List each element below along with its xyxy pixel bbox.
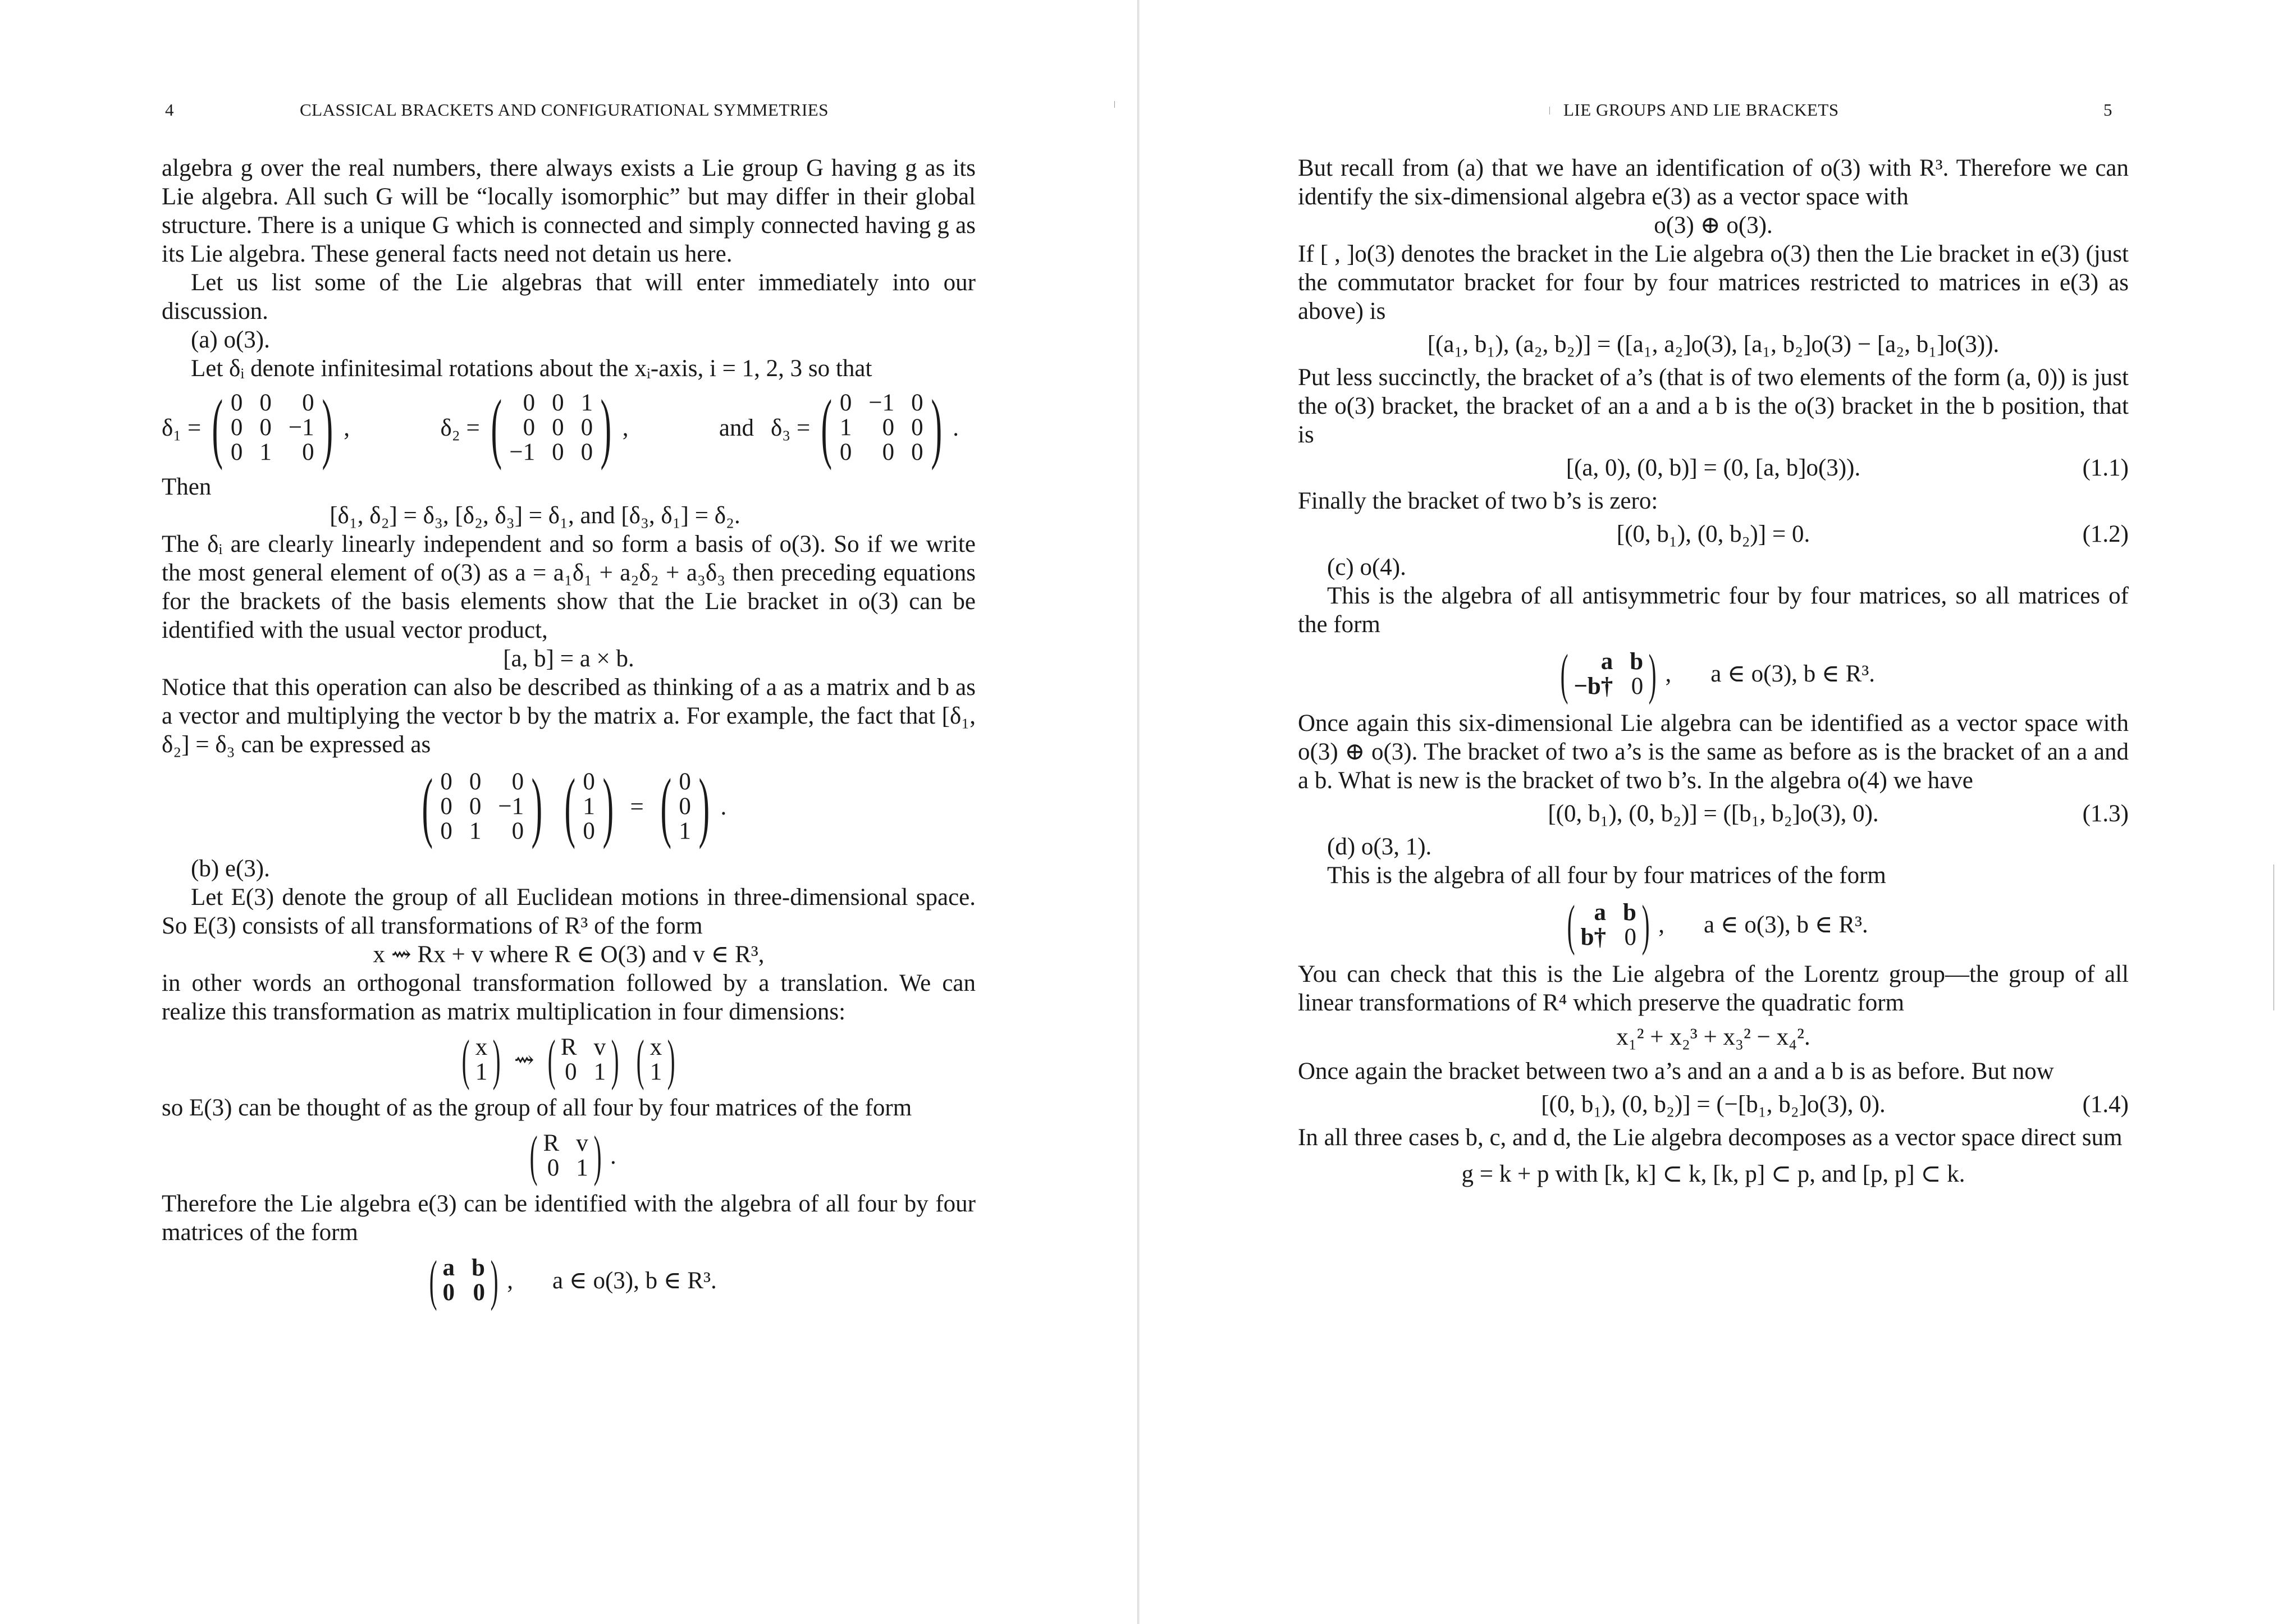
decomposition-equation: g = k + p with [k, k] ⊂ k, [k, p] ⊂ p, and [p, p] ⊂ k. [1461,1161,1965,1187]
equation-1-2-number: (1.2) [2082,521,2129,547]
left-para-7: in other words an orthogonal transformation followed by a translation. We can realize this transformation as matrix multiplication in four dimensions: [162,970,976,1025]
delta1-group: δ₁ = ( 0 0 0 0 0 −1 0 1 0 ) , [162,384,350,471]
right-para-5: This is the algebra of all antisymmetric four by four matrices, so all matrices of the form [1298,583,2129,638]
equation-1-4-number: (1.4) [2082,1091,2129,1118]
e3-bracket-equation: [(a₁, b₁), (a₂, b₂)] = ([a₁, a₂]o(3), [a₁, b₂]o(3) − [a₂, b₁]o(3)). [1427,331,2000,358]
left-para-4: The δᵢ are clearly linearly independent and so form a basis of o(3). So if we write the most general element of o(3) as a = a₁δ₁ + a₂δ₂ + a₃δ₃ then preceding equations for the brackets of the basis elements show that the Lie bracket in o(3) can be identified with the usual vector product, [162,531,976,643]
scan-mark [1549,107,1550,115]
equation-1-4: [(0, b₁), (0, b₂)] = (−[b₁, b₂]o(3), 0). [1541,1091,1886,1118]
delta3-label: δ₃ = [770,414,811,441]
example-matrix: ( 0 0 0 0 0 −1 0 1 0 ) [422,763,543,850]
right-para-10: In all three cases b, c, and d, the Lie algebra decomposes as a vector space direct sum [1298,1124,2123,1151]
equation-1-1-number: (1.1) [2082,455,2129,481]
equation-1-3: [(0, b₁), (0, b₂)] = ([b₁, b₂]o(3), 0). [1548,800,1879,827]
matrix-R-v: ( R v 0 1 ) [547,1028,619,1091]
right-para-8: You can check that this is the Lie algebra of the Lorentz group—the group of all linear transformations of R⁴ which preserve the quadratic form [1298,961,2129,1016]
matrix-c: ( a b −b† 0 ) [1560,642,1657,705]
arrow-symbol: ⇝ [514,1046,534,1073]
e3-algebra-form: ( a b 0 0 ) , a ∈ o(3), b ∈ R³. [162,1247,976,1314]
delta1-label: δ₁ = [162,414,202,441]
right-page-number: 5 [2103,100,2112,120]
right-para-9: Once again the bracket between two a’s and an a and a b is as before. But now [1298,1058,2054,1085]
delta2-label: δ₂ = [440,414,480,441]
section-d-heading: (d) o(3, 1). [1327,834,1432,860]
vector-x-1-b: ( x 1 ) [637,1028,675,1091]
vector-x-1: ( x 1 ) [462,1028,501,1091]
o31-condition: a ∈ o(3), b ∈ R³. [1704,912,1868,938]
right-para-3: Put less succinctly, the bracket of a’s (that is of two elements of the form (a, 0)) is just the o(3) bracket, the bracket of an a and a b is the o(3) bracket in the b position, that is [1298,364,2129,448]
left-page [0,0,1137,1624]
left-running-head: CLASSICAL BRACKETS AND CONFIGURATIONAL SYMMETRIES [300,100,829,120]
equation-1-4-row [1298,1090,2129,1119]
delta3-matrix: ( 0 −1 0 1 0 0 0 0 0 ) [821,384,942,471]
section-b-heading: (b) e(3). [191,856,270,882]
cross-product-equation: [a, b] = a × b. [503,646,634,672]
left-para-6: Let E(3) denote the group of all Euclidean motions in three-dimensional space. So E(3) consists of all transformations of R³ of the form [162,884,976,939]
and-word: and [719,414,754,441]
equation-1-1-row [1298,454,2129,482]
right-running-head: LIE GROUPS AND LIE BRACKETS [1563,100,1839,120]
quadratic-form: x₁² + x₂³ + x₃² − x₄². [1616,1024,1810,1050]
matrix-a-b-0-0: ( a b 0 0 ) [429,1249,498,1311]
section-a-heading: (a) o(3). [191,327,270,353]
o4-condition: a ∈ o(3), b ∈ R³. [1710,661,1875,687]
example-vector-1: ( 0 1 0 ) [564,763,614,850]
left-para-5: Notice that this operation can also be described as thinking of a as a matrix and b as a vector and multiplying the vector b by the matrix a. For example, the fact that [δ₁, δ₂] = δ₃ can be expressed as [162,674,976,758]
right-para-6: Once again this six-dimensional Lie algebra can be identified as a vector space with o(3) ⊕ o(3). The bracket of two a’s is the same as before as is the bracket of an a and a b. What is new is the bracket of two b’s. In the algebra o(4) we have [1298,710,2129,794]
direct-sum-equation: o(3) ⊕ o(3). [1654,212,1773,239]
delta2-group: δ₂ = ( 0 0 1 0 0 0 −1 0 0 ) , [440,384,629,471]
section-c-heading: (c) o(4). [1327,554,1406,580]
o31-matrix-form: ( a b b† 0 ) , a ∈ o(3), b ∈ R³. [1298,890,2129,960]
delta-matrices-row [162,383,959,473]
example-matrix-product: ( 0 0 0 0 0 −1 0 1 0 ) ( 0 1 0 ) = ( 0 0 1 ) . [162,759,976,854]
then-word: Then [162,474,212,500]
transform-matrix-equation [162,1026,976,1094]
left-para-3: Let δᵢ denote infinitesimal rotations about the xᵢ-axis, i = 1, 2, 3 so that [191,355,872,382]
delta2-matrix: ( 0 0 1 0 0 0 −1 0 0 ) [491,384,612,471]
right-text-body [1298,154,2129,1188]
left-para-2: Let us list some of the Lie algebras that will enter immediately into our discussion. [162,269,976,324]
equation-1-3-row [1298,799,2129,828]
bracket-equations: [δ₁, δ₂] = δ₃, [δ₂, δ₃] = δ₁, and [δ₃, δ₁] = δ₂. [330,502,740,529]
matrix-d: ( a b b† 0 ) [1567,893,1650,956]
motion-equation: x ⇝ Rx + v where R ∈ O(3) and v ∈ R³, [373,941,765,968]
left-page-number: 4 [165,100,174,120]
example-vector-2: ( 0 0 1 ) [660,763,710,850]
scan-mark [1114,101,1115,108]
left-para-9: Therefore the Lie algebra e(3) can be identified with the algebra of all four by four matrices of the form [162,1191,976,1246]
matrix-R-v-form: ( R v 0 1 ) . [529,1124,616,1187]
right-para-2: If [ , ]o(3) denotes the bracket in the Lie algebra o(3) then the Lie bracket in e(3) (just the commutator bracket for four by four matrices restricted to matrices in e(3) as above) is [1298,241,2129,324]
left-para-8: so E(3) can be thought of as the group of all four by four matrices of the form [162,1095,912,1121]
delta3-matrix-cells: 0 −1 0 1 0 0 0 0 0 [839,390,923,465]
left-text-body [162,154,976,1314]
delta3-group: and δ₃ = ( 0 −1 0 1 0 0 0 0 0 ) . [719,384,959,471]
right-para-1: But recall from (a) that we have an identification of o(3) with R³. Therefore we can identify the six-dimensional algebra e(3) as a vector space with [1298,155,2129,210]
right-para-4: Finally the bracket of two b’s is zero: [1298,488,1658,514]
equation-1-2: [(0, b₁), (0, b₂)] = 0. [1616,521,1810,547]
equation-1-3-number: (1.3) [2082,800,2129,827]
left-para-1: algebra g over the real numbers, there always exists a Lie group G having g as its Lie algebra. All such G will be “locally isomorphic” but may differ in their global structure. There is a unique G which is connected and simply connected having g as its Lie algebra. These general facts need not detain us here. [162,155,976,267]
delta1-matrix-cells: 0 0 0 0 0 −1 0 1 0 [230,390,314,465]
right-page [1140,0,2287,1624]
equation-1-2-row [1298,520,2129,548]
delta2-matrix-cells: 0 0 1 0 0 0 −1 0 0 [509,390,593,465]
o4-matrix-form: ( a b −b† 0 ) , a ∈ o(3), b ∈ R³. [1298,639,2129,709]
right-para-7: This is the algebra of all four by four matrices of the form [1327,862,1886,889]
equals-sign: = [630,793,644,820]
delta1-matrix: ( 0 0 0 0 0 −1 0 1 0 ) [212,384,333,471]
e3-condition: a ∈ o(3), b ∈ R³. [552,1267,717,1294]
equation-1-1: [(a, 0), (0, b)] = (0, [a, b]o(3)). [1566,455,1861,481]
